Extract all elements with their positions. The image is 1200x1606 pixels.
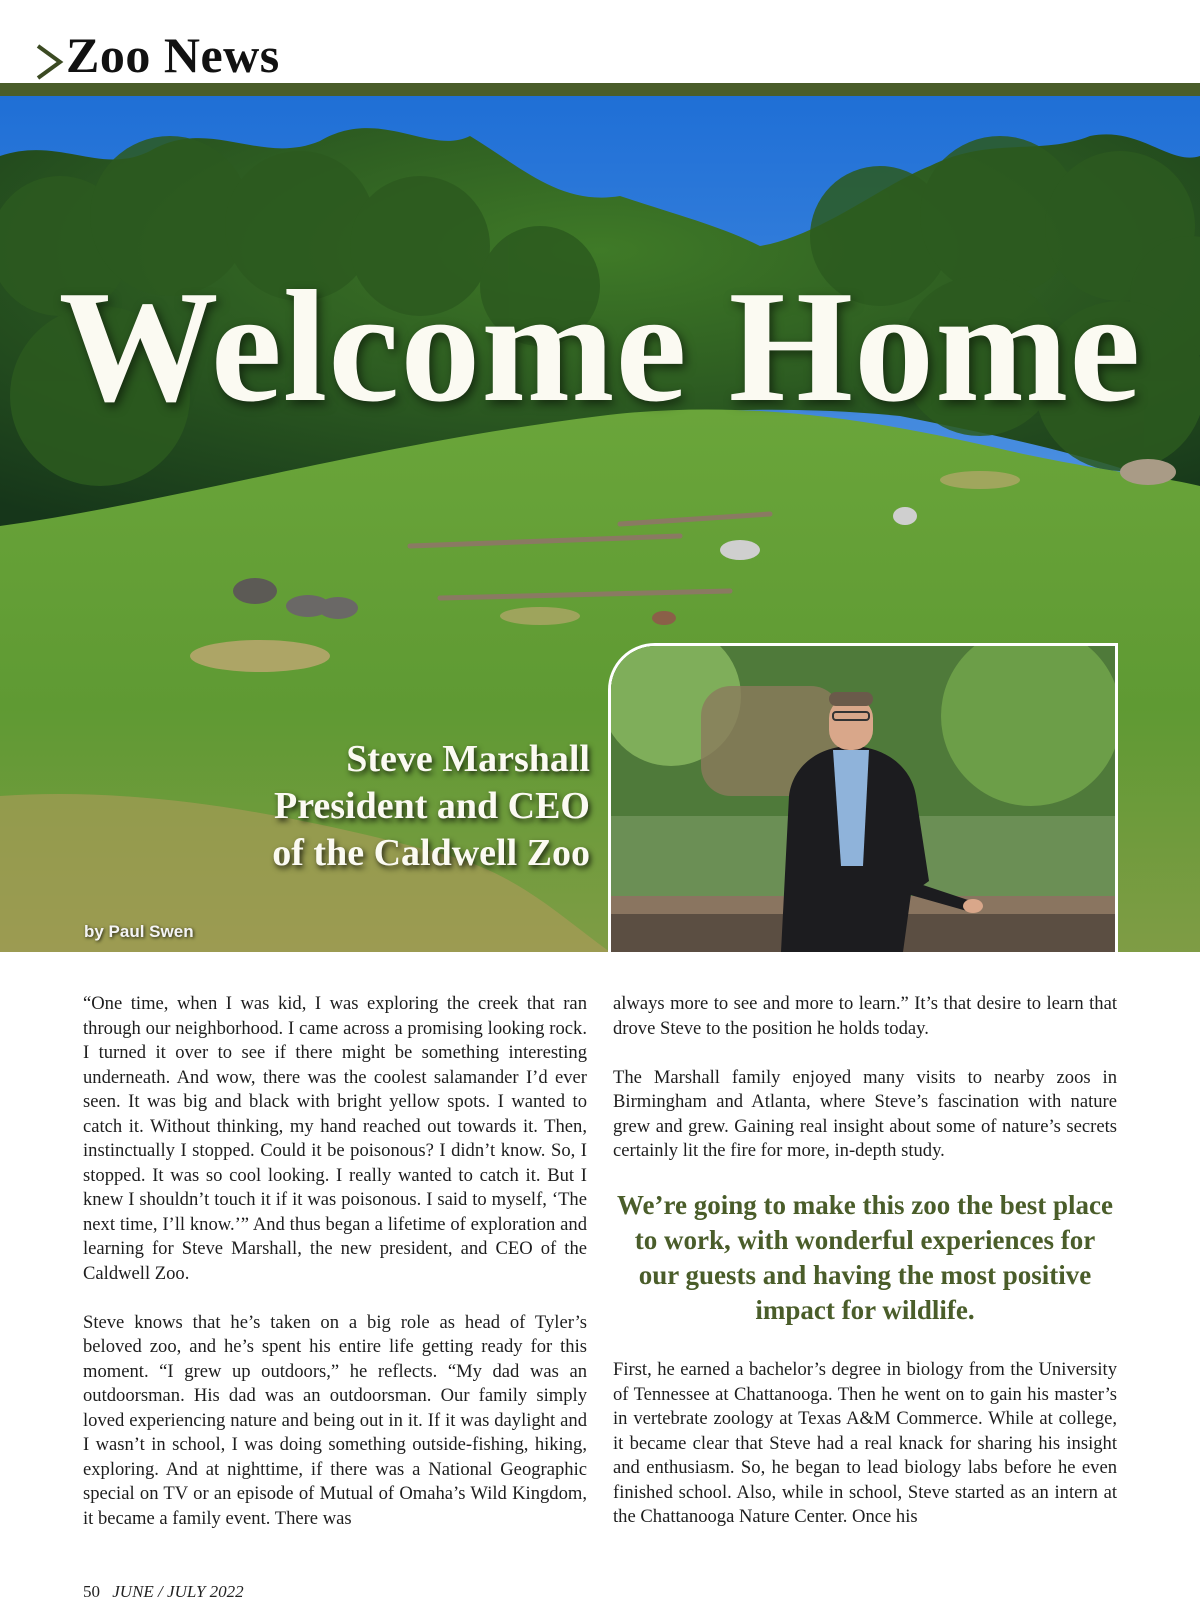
page-number: 50: [83, 1582, 100, 1601]
hero-title: Welcome Home: [58, 257, 1142, 435]
chevron-right-icon: [30, 42, 70, 82]
section-title: Zoo News: [66, 27, 280, 83]
article-column-left: [83, 992, 587, 1556]
byline: by Paul Swen: [84, 922, 194, 941]
article-paragraph: First, he earned a bachelor’s degree in biology from the University of Tennessee at Chattanooga. Then he went on to gain his master’s in vertebrate zoology at Texas A&M Commerce. While at college, it became clear that Steve had a real knack for sharing his insight and enthusiasm. So, he began to lead biology labs before he even finished school. Also, while in school, Steve started as an intern at the Chattanooga Nature Center. Once his: [613, 1359, 1117, 1527]
caption-line: Steve Marshall: [346, 738, 590, 780]
issue-date: JUNE / JULY 2022: [112, 1582, 244, 1601]
header-rule: [0, 83, 1200, 96]
article-paragraph: “One time, when I was kid, I was exploring the creek that ran through our neighborhood. I came across a promising looking rock. I turned it over to see if there might be something interesting underneath. And wow, there was the coolest salamander I’d ever seen. It was big and black with bright yellow spots. I wanted to catch it. Without thinking, my hand reached out towards it. Then, instinctually I stopped. Could it be poisonous? I didn’t know. So, I stopped. It was so cool looking. I really wanted to catch it. But I knew I shouldn’t touch it if it was poisonous. I said to myself, ‘The next time, I’ll know.’” And thus began a lifetime of exploration and learning for Steve Marshall, the new president, and CEO of the Caldwell Zoo.: [83, 993, 587, 1284]
pull-quote: We’re going to make this zoo the best place to work, with wonderful experiences for our guests and having the most positive impact for wildlife.: [617, 1190, 1113, 1325]
photo-caption: [272, 736, 590, 877]
hero-banner: [0, 96, 1200, 952]
article-paragraph: The Marshall family enjoyed many visits to nearby zoos in Birmingham and Atlanta, where Steve’s fascination with nature grew and grew. Gaining real insight about some of nature’s secrets certainly lit the fire for more, in-depth study.: [613, 1066, 1117, 1161]
caption-line: President and CEO: [273, 785, 590, 827]
article-column-right: [613, 992, 1117, 1554]
page-footer: [83, 1582, 244, 1602]
article-paragraph: always more to see and more to learn.” It’s that desire to learn that drove Steve to the position he holds today.: [613, 993, 1117, 1039]
portrait-photo: [611, 646, 1115, 952]
article-paragraph: Steve knows that he’s taken on a big role as head of Tyler’s beloved zoo, and he’s spent his entire life getting ready for this moment. “I grew up outdoors,” he reflects. “My dad was an outdoorsman. His dad was an outdoorsman. Our family simply loved experiencing nature and being out in it. If it was daylight and I wasn’t in school, I was doing something outside-fishing, hiking, exploring. And at nighttime, if there was a National Geographic special on TV or an episode of Mutual of Omaha’s Wild Kingdom, it became a family event. There was: [83, 1311, 587, 1529]
ceo-portrait-image: [611, 646, 1115, 952]
caption-line: of the Caldwell Zoo: [272, 832, 590, 874]
page-header: [0, 0, 1200, 96]
